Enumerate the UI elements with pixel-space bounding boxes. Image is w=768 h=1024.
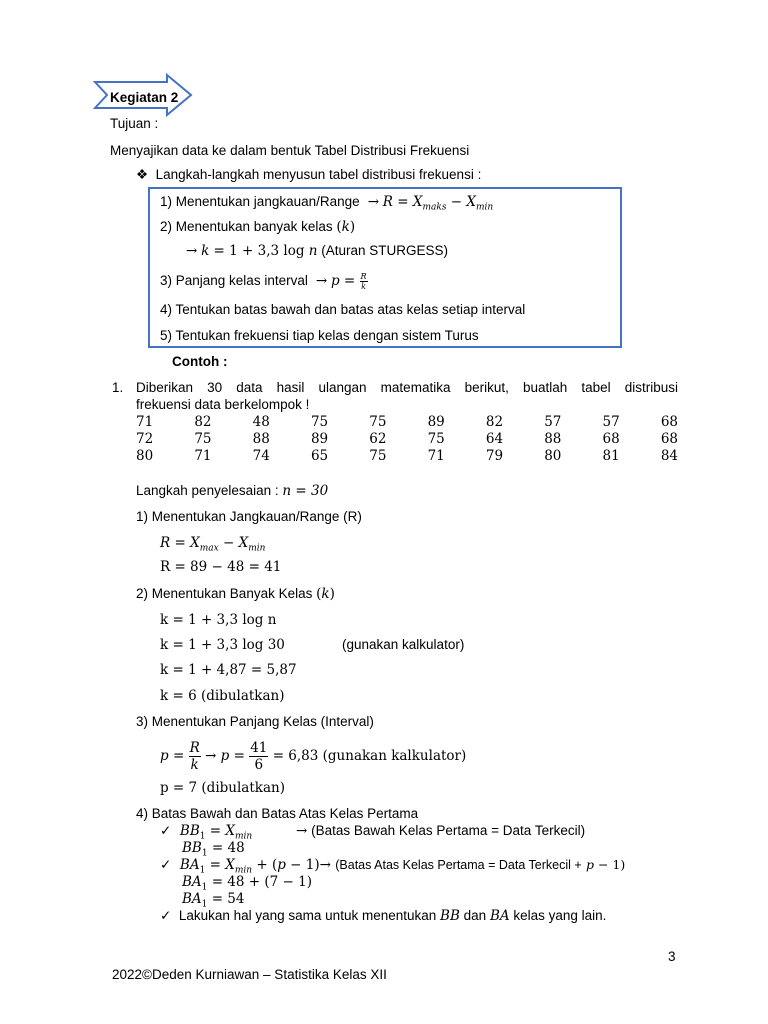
data-cell: 80 — [544, 448, 562, 464]
kegiatan-label: Kegiatan 2 — [110, 90, 179, 105]
step-c-formula: p = $\frac{R}{k}$ → p = $\frac{41}{6}$ = 6,83 (gunakan kalkulator) — [160, 739, 467, 773]
data-cell: 68 — [602, 431, 620, 447]
data-cell: 72 — [136, 431, 154, 447]
step-c-note: = 6,83 (gunakan kalkulator) — [272, 748, 467, 764]
data-cell: 88 — [544, 431, 562, 447]
step-d-bb-2: $BB_1 = 48$ — [182, 840, 245, 859]
goal-text: Menyajikan data ke dalam bentuk Tabel Distribusi Frekuensi — [110, 143, 470, 158]
step-b-line-4: k = 6 (dibulatkan) — [160, 688, 285, 704]
step-3-formula: p = $\frac{R}{k}$ — [330, 272, 367, 291]
data-cell: 75 — [194, 431, 212, 447]
step-d-bb-1: ✓ $BB_1 = X_{min}$ — [160, 823, 253, 842]
step-d-bb-note: → (Batas Bawah Kelas Pertama = Data Terkecil) — [296, 823, 586, 839]
solution-n: n = 30 — [282, 483, 329, 499]
data-cell: 82 — [194, 414, 212, 430]
step-d-ba-1: ✓ $BA_1 = X_{min} + (p - 1)\to$ (Batas Atas Kelas Pertama = Data Terkecil + p − 1) — [160, 857, 626, 876]
step-b-title: 2) Menentukan Banyak Kelas (k) — [136, 586, 335, 602]
step-d-ba-3: $BA_1 = 54$ — [182, 891, 245, 910]
data-cell: 88 — [252, 431, 270, 447]
problem-line-1: Diberikan 30 data hasil ulangan matematika berikut, buatlah tabel distribusi — [136, 380, 678, 395]
problem-line-2: frekuensi data berkelompok ! — [136, 397, 310, 412]
data-cell: 75 — [310, 414, 329, 430]
step-1 — [160, 194, 493, 216]
data-cell: 81 — [602, 448, 620, 464]
tujuan-label: Tujuan : — [110, 116, 159, 131]
data-cell: 57 — [602, 414, 620, 430]
data-cell: 74 — [252, 448, 270, 464]
step-d-ba-2: $BA_1 = 48 + (7 - 1)$ — [182, 874, 312, 893]
data-cell: 62 — [369, 431, 387, 447]
step-2-note: (Aturan STURGESS) — [321, 243, 449, 258]
step-b-line-3: k = 1 + 4,87 = 5,87 — [160, 662, 297, 678]
arrow-right-icon: → — [319, 857, 331, 873]
step-3 — [160, 272, 368, 291]
data-cell: 82 — [485, 414, 504, 430]
step-c-result: p = 7 (dibulatkan) — [160, 780, 285, 796]
arrow-right-icon: → — [311, 273, 328, 289]
step-2-formula: → k = 1 + 3,3 log n (Aturan STURGESS) — [186, 243, 449, 259]
step-a-title: 1) Menentukan Jangkauan/Range (R) — [136, 509, 362, 524]
data-cell: 79 — [485, 448, 504, 464]
solution-intro: Langkah penyelesaian : n = 30 — [136, 483, 329, 499]
step-c-title: 3) Menentukan Panjang Kelas (Interval) — [136, 714, 374, 729]
step-b-line-1: k = 1 + 3,3 log n — [160, 612, 277, 628]
step-2 — [160, 219, 355, 235]
arrow-right-icon: → — [296, 823, 308, 839]
steps-heading-text: Langkah-langkah menyusun tabel distribusi frekuensi : — [155, 167, 482, 182]
data-row — [136, 431, 678, 447]
checkmark-icon: ✓ — [160, 857, 172, 873]
data-cell: 68 — [660, 431, 678, 447]
data-cell: 89 — [427, 414, 445, 430]
data-cell: 75 — [369, 448, 387, 464]
contoh-label: Contoh : — [172, 354, 228, 369]
diamond-bullet-icon: ❖ — [136, 167, 149, 182]
data-row — [136, 414, 678, 430]
step-3-label: 3) Panjang kelas interval — [160, 273, 308, 288]
checkmark-icon: ✓ — [160, 823, 172, 839]
data-cell: 57 — [544, 414, 562, 430]
step-1-label: 1) Menentukan jangkauan/Range — [160, 194, 360, 209]
data-cell: 71 — [136, 414, 154, 430]
step-b-line-2: k = 1 + 3,3 log 30 — [160, 637, 285, 653]
data-cell: 71 — [427, 448, 445, 464]
step-1-formula: $R = X_{maks} - X_{min}$ — [382, 194, 494, 213]
step-5: 5) Tentukan frekuensi tiap kelas dengan sistem Turus — [160, 328, 479, 343]
step-d-title: 4) Batas Bawah dan Batas Atas Kelas Pertama — [136, 806, 419, 821]
data-cell: 71 — [194, 448, 212, 464]
data-cell: 65 — [310, 448, 329, 464]
data-cell: 75 — [427, 431, 445, 447]
data-cell: 75 — [369, 414, 387, 430]
data-row — [136, 448, 678, 464]
step-d-last: ✓ Lakukan hal yang sama untuk menentukan BB dan BA kelas yang lain. — [160, 908, 607, 924]
step-a-formula: $R = X_{max} - X_{min}$ — [160, 535, 266, 554]
arrow-right-icon: → — [186, 243, 198, 259]
data-cell: 89 — [310, 431, 329, 447]
checkmark-icon: ✓ — [160, 908, 172, 924]
step-2-label: 2) Menentukan banyak kelas — [160, 219, 333, 234]
data-cell: 64 — [485, 431, 504, 447]
footer-credit: 2022©Deden Kurniawan – Statistika Kelas XII — [112, 967, 387, 982]
step-a-result: R = 89 − 48 = 41 — [160, 559, 282, 575]
step-4: 4) Tentukan batas bawah dan batas atas kelas setiap interval — [160, 302, 526, 317]
data-cell: 48 — [252, 414, 270, 430]
page-number: 3 — [668, 949, 676, 964]
problem-number: 1. — [112, 380, 124, 395]
step-2-k: (k) — [336, 219, 356, 235]
arrow-right-icon: → — [363, 194, 380, 210]
data-cell: 68 — [660, 414, 678, 430]
step-b-line-2-note: (gunakan kalkulator) — [342, 637, 465, 652]
steps-heading — [136, 167, 481, 183]
data-cell: 80 — [136, 448, 154, 464]
data-cell: 84 — [660, 448, 678, 464]
